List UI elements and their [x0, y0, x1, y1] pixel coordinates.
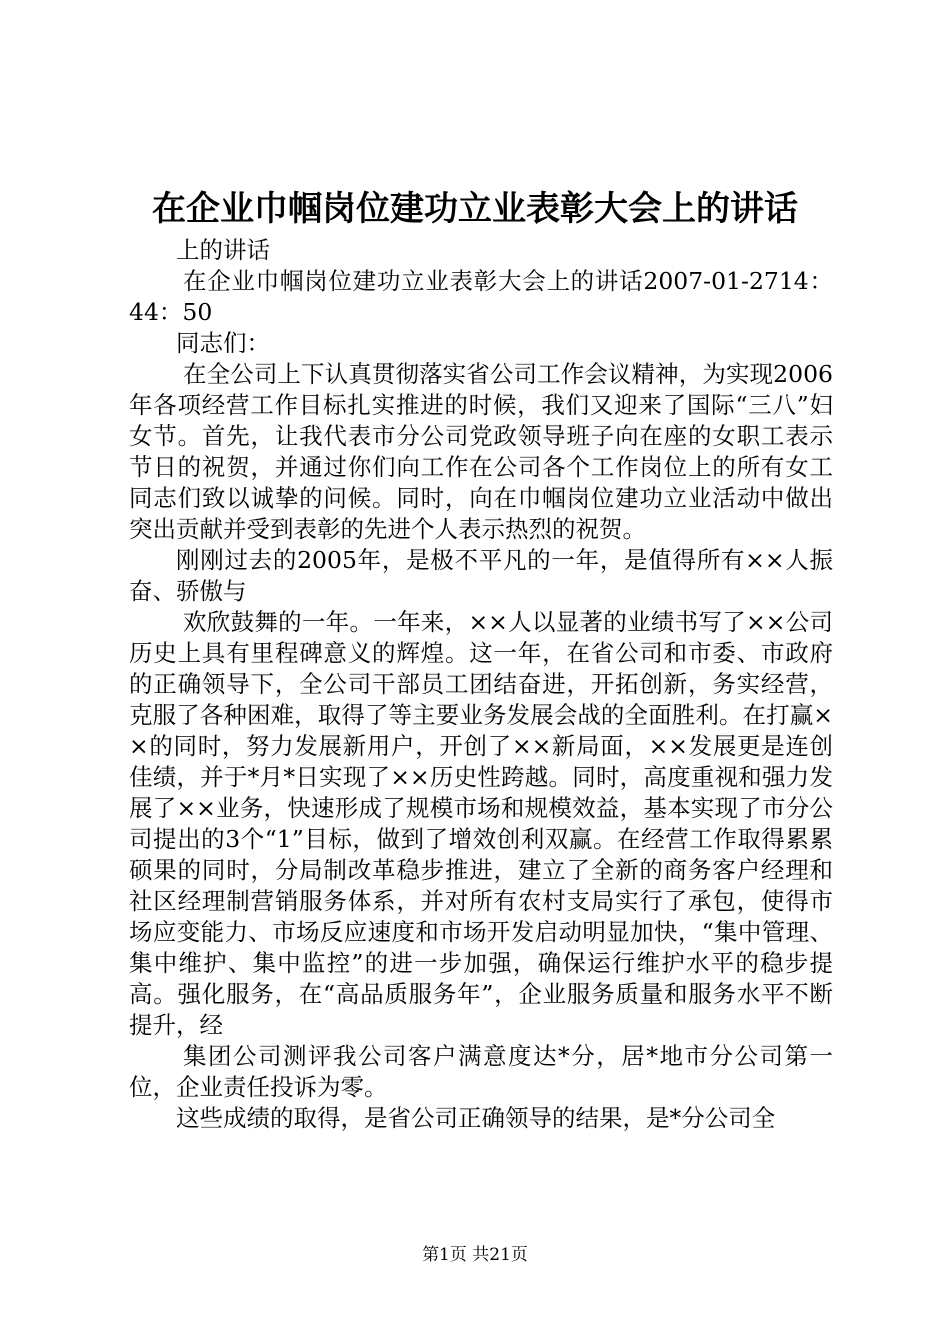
body-paragraph: 在企业巾帼岗位建功立业表彰大会上的讲话2007-01-2714：44：50: [129, 267, 833, 326]
body-paragraph: 刚刚过去的2005年，是极不平凡的一年，是值得所有××人振奋、骄傲与: [129, 546, 833, 605]
page-footer: 第1页 共21页: [422, 1245, 528, 1265]
body-paragraph: 这些成绩的取得，是省公司正确领导的结果，是*分公司全: [176, 1104, 776, 1132]
body-paragraph: 在全公司上下认真贯彻落实省公司工作会议精神，为实现2006年各项经营工作目标扎实推进的时候，我们又迎来了国际“三八”妇女节。首先，让我代表市分公司党政领导班子向在座的女职工表示节日的祝贺，并通过你们向工作在公司各个工作岗位上的所有女工同志们致以诚挚的问候。同时，向在巾帼岗位建功立业活动中做出突出贡献并受到表彰的先进个人表示热烈的祝贺。: [129, 360, 833, 543]
document-body: [129, 235, 833, 1134]
body-paragraph: 欢欣鼓舞的一年。一年来，××人以显著的业绩书写了××公司历史上具有里程碑意义的辉煌。这一年，在省公司和市委、市政府的正确领导下，全公司干部员工团结奋进，开拓创新，务实经营，克服了各种困难，取得了等主要业务发展会战的全面胜利。在打赢××的同时，努力发展新用户，开创了××新局面，××发展更是连创佳绩，并于*月*日实现了××历史性跨越。同时，高度重视和强力发展了××业务，快速形成了规模市场和规模效益，基本实现了市分公司提出的3个“1”目标，做到了增效创利双赢。在经营工作取得累累硕果的同时，分局制改革稳步推进，建立了全新的商务客户经理和社区经理制营销服务体系，并对所有农村支局实行了承包，使得市场应变能力、市场反应速度和市场开发启动明显加快，“集中管理、集中维护、集中监控”的进一步加强，确保运行维护水平的稳步提高。强化服务，在“高品质服务年”，企业服务质量和服务水平不断提升，经: [129, 608, 833, 1039]
document-title: 在企业巾帼岗位建功立业表彰大会上的讲话: [152, 189, 798, 229]
body-paragraph: 集团公司测评我公司客户满意度达*分，居*地市分公司第一位，企业责任投诉为零。: [129, 1042, 833, 1101]
body-paragraph: 上的讲话: [176, 236, 270, 264]
body-paragraph: 同志们：: [176, 329, 270, 357]
